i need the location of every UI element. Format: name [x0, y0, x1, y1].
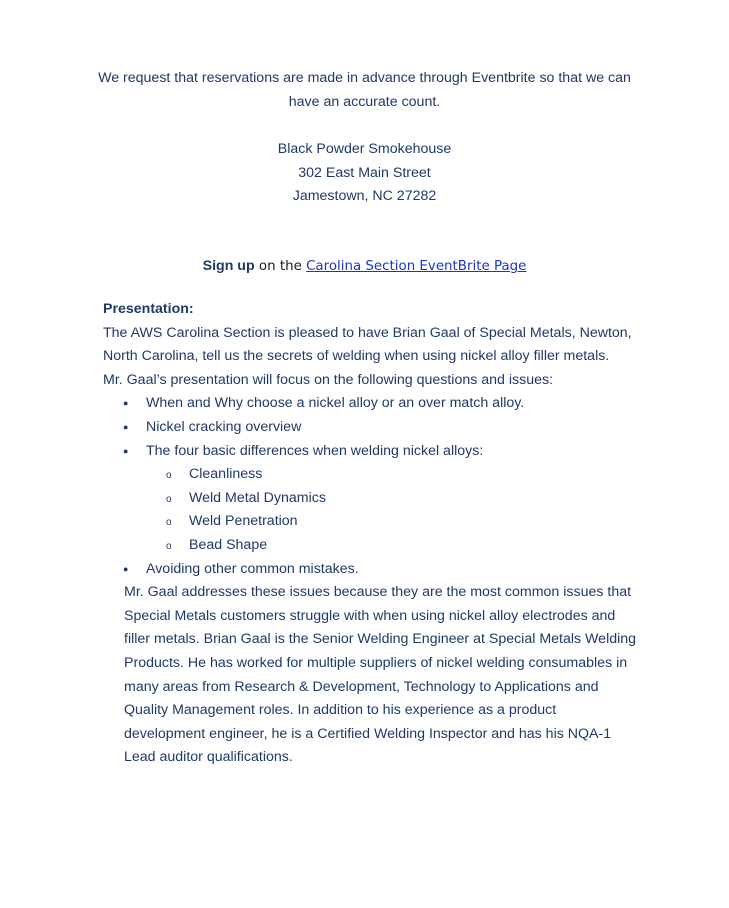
bio-line: Mr. Gaal addresses these issues because they are the most common issues that: [124, 584, 632, 601]
topic-text: Avoiding other common mistakes.: [146, 560, 359, 577]
speaker-bio: [103, 581, 663, 770]
bio-line: filler metals. Brian Gaal is the Senior Welding Engineer at Special Metals Welding: [124, 631, 637, 648]
topics-list: [103, 392, 663, 581]
bio-line: Quality Management roles. In addition to his experience as a product: [124, 702, 557, 719]
reservation-notice-line-2: have an accurate count.: [288, 93, 441, 110]
sub-topic-text: Weld Metal Dynamics: [189, 489, 326, 506]
presentation-line-2: North Carolina, tell us the secrets of welding when using nickel alloy filler metals.: [103, 348, 610, 365]
bio-line: Special Metals customers struggle with when using nickel alloy electrodes and: [124, 607, 616, 624]
sub-list-item: [103, 487, 663, 511]
bullet-icon: ●: [123, 421, 129, 432]
bio-line: development engineer, he is a Certified Welding Inspector and has his NQA-1: [124, 725, 612, 742]
bio-line: Lead auditor qualifications.: [124, 749, 293, 766]
topic-text: When and Why choose a nickel alloy or an over match alloy.: [146, 395, 525, 412]
sub-topic-text: Weld Penetration: [189, 513, 298, 530]
hollow-bullet-icon: o: [166, 517, 172, 529]
signup-connector: on the: [254, 259, 307, 274]
presentation-line-3: Mr. Gaal’s presentation will focus on the following questions and issues:: [103, 371, 554, 388]
list-item: [103, 558, 663, 582]
reservation-notice: [0, 67, 729, 114]
bio-line: many areas from Research & Development, Technology to Applications and: [124, 678, 599, 695]
hollow-bullet-icon: o: [166, 493, 172, 505]
bullet-icon: ●: [123, 445, 129, 456]
bio-line: Products. He has worked for multiple suppliers of nickel welding consumables in: [124, 654, 628, 671]
list-item: [103, 416, 663, 440]
presentation-line-1: The AWS Carolina Section is pleased to have Brian Gaal of Special Metals, Newton,: [103, 324, 632, 341]
hollow-bullet-icon: o: [166, 470, 172, 482]
signup-label: Sign up: [202, 258, 255, 274]
sub-list-item: [103, 463, 663, 487]
differences-sublist: [146, 463, 663, 557]
list-item: [103, 392, 663, 416]
reservation-notice-line-1: We request that reservations are made in advance through Eventbrite so that we can: [98, 70, 631, 86]
sub-topic-text: Bead Shape: [189, 536, 268, 553]
presentation-section: [103, 298, 663, 770]
venue-address: [0, 138, 729, 209]
sub-list-item: [103, 510, 663, 534]
topic-text: The four basic differences when welding nickel alloys:: [146, 442, 484, 459]
sub-list-item: [103, 534, 663, 558]
bullet-icon: ●: [123, 563, 129, 574]
bullet-icon: ●: [123, 398, 129, 409]
venue-name: Black Powder Smokehouse: [277, 141, 452, 157]
hollow-bullet-icon: o: [166, 540, 172, 552]
sub-topic-text: Cleanliness: [189, 466, 263, 483]
venue-city: Jamestown, NC 27282: [292, 188, 437, 205]
topic-text: Nickel cracking overview: [146, 418, 302, 435]
signup-line: [0, 255, 729, 279]
venue-street: 302 East Main Street: [298, 164, 431, 181]
eventbrite-link[interactable]: Carolina Section EventBrite Page: [306, 259, 527, 274]
presentation-heading: Presentation:: [103, 301, 194, 317]
list-item: [103, 440, 663, 558]
